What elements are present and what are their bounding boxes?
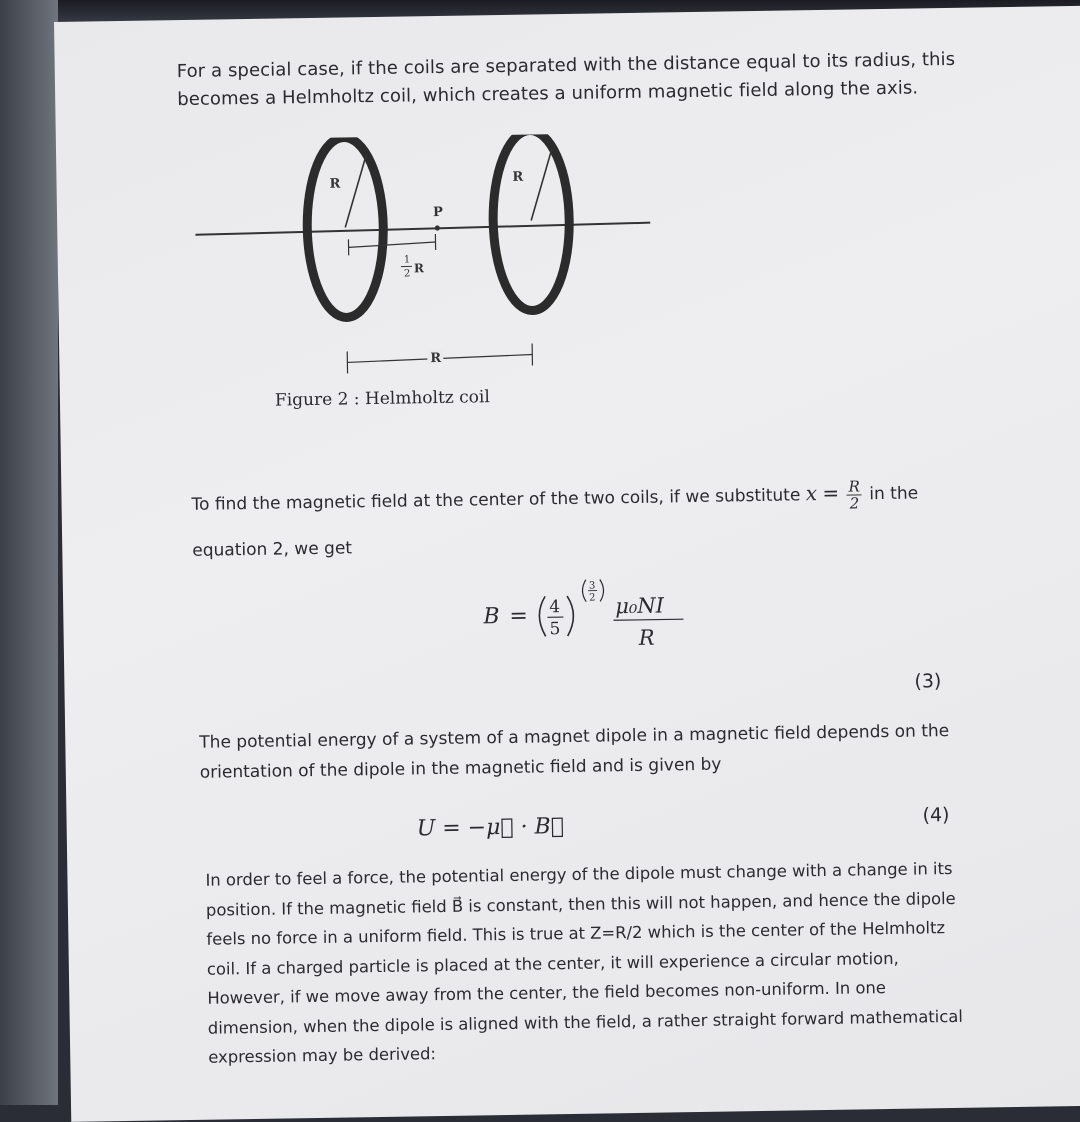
half-r-den: 2 xyxy=(404,268,411,279)
equation-4: U = −μ⃗ · B⃗ xyxy=(417,814,565,841)
force-paragraph: In order to feel a force, the potential energy of the dipole must change with a change in its position. If the magnetic field B⃗ is constant, then this will not happen, and hence the dipole feels no force in a uniform field. This is true at Z=R/2 which is the center of the Helmholtz coil. If a charged particle is placed at the center, it will experience a circular motion, However, if we move away from the center, the field becomes non-uniform. In one dimension, when the dipole is aligned with the field, a rather straight forward mathematical expression may be derived: xyxy=(205,854,968,1072)
x-variable: x xyxy=(806,481,818,505)
para1-line2: equation 2, we get xyxy=(192,523,952,565)
right-radius-line xyxy=(530,148,553,220)
svg-text:=: = xyxy=(509,604,528,629)
left-radius-label: R xyxy=(329,177,340,192)
point-p-label: P xyxy=(433,205,443,220)
para1-line1-end: in the xyxy=(869,483,918,504)
substitution-paragraph: To find the magnetic field at the center of the two coils, if we substitute x = $\frac{R}{2}$ in the equation 2, we get xyxy=(191,476,952,565)
equation-4-number: (4) xyxy=(922,804,949,826)
coil-axis-line xyxy=(195,223,650,235)
helmholtz-coil-figure xyxy=(194,132,668,384)
equation-3-number: (3) xyxy=(914,670,941,692)
eq3-ratio-den: 5 xyxy=(549,619,560,639)
para1-line1-start: To find the magnetic field at the center of the two coils, if we substitute xyxy=(191,485,800,515)
equation-3 xyxy=(483,571,744,645)
monitor-bezel-left xyxy=(0,0,58,1105)
right-radius-label: R xyxy=(512,170,523,185)
eq3-exp-den: 2 xyxy=(589,593,596,604)
eq3-lhs: B xyxy=(483,604,500,629)
r-over-2-fraction: $\frac{R}{2}$ xyxy=(846,478,862,511)
eq3-exp-num: 3 xyxy=(589,581,596,592)
helmholtz-coil-diagram xyxy=(194,132,668,384)
potential-energy-paragraph: The potential energy of a system of a magnet dipole in a magnetic field depends on the orientation of the dipole in the magnetic field and is given by xyxy=(199,716,960,788)
half-r-var: R xyxy=(414,261,425,275)
eq3-rhs-den: R xyxy=(638,626,655,650)
half-r-dimension-line xyxy=(349,242,436,247)
half-r-num: 1 xyxy=(404,254,411,265)
figure-caption: Figure 2 : Helmholtz coil xyxy=(275,387,490,410)
eq3-ratio-num: 4 xyxy=(549,597,560,617)
eq3-rhs-num: μ₀NI xyxy=(615,593,665,618)
document-page xyxy=(54,6,1080,1122)
intro-paragraph: For a special case, if the coils are separated with the distance equal to its radius, this becomes a Helmholtz coil, which creates a uniform magnetic field along the axis. xyxy=(177,46,958,114)
right-coil xyxy=(492,132,571,311)
point-p-marker xyxy=(435,225,440,230)
left-radius-line xyxy=(344,155,367,227)
full-r-label: R xyxy=(430,351,441,366)
